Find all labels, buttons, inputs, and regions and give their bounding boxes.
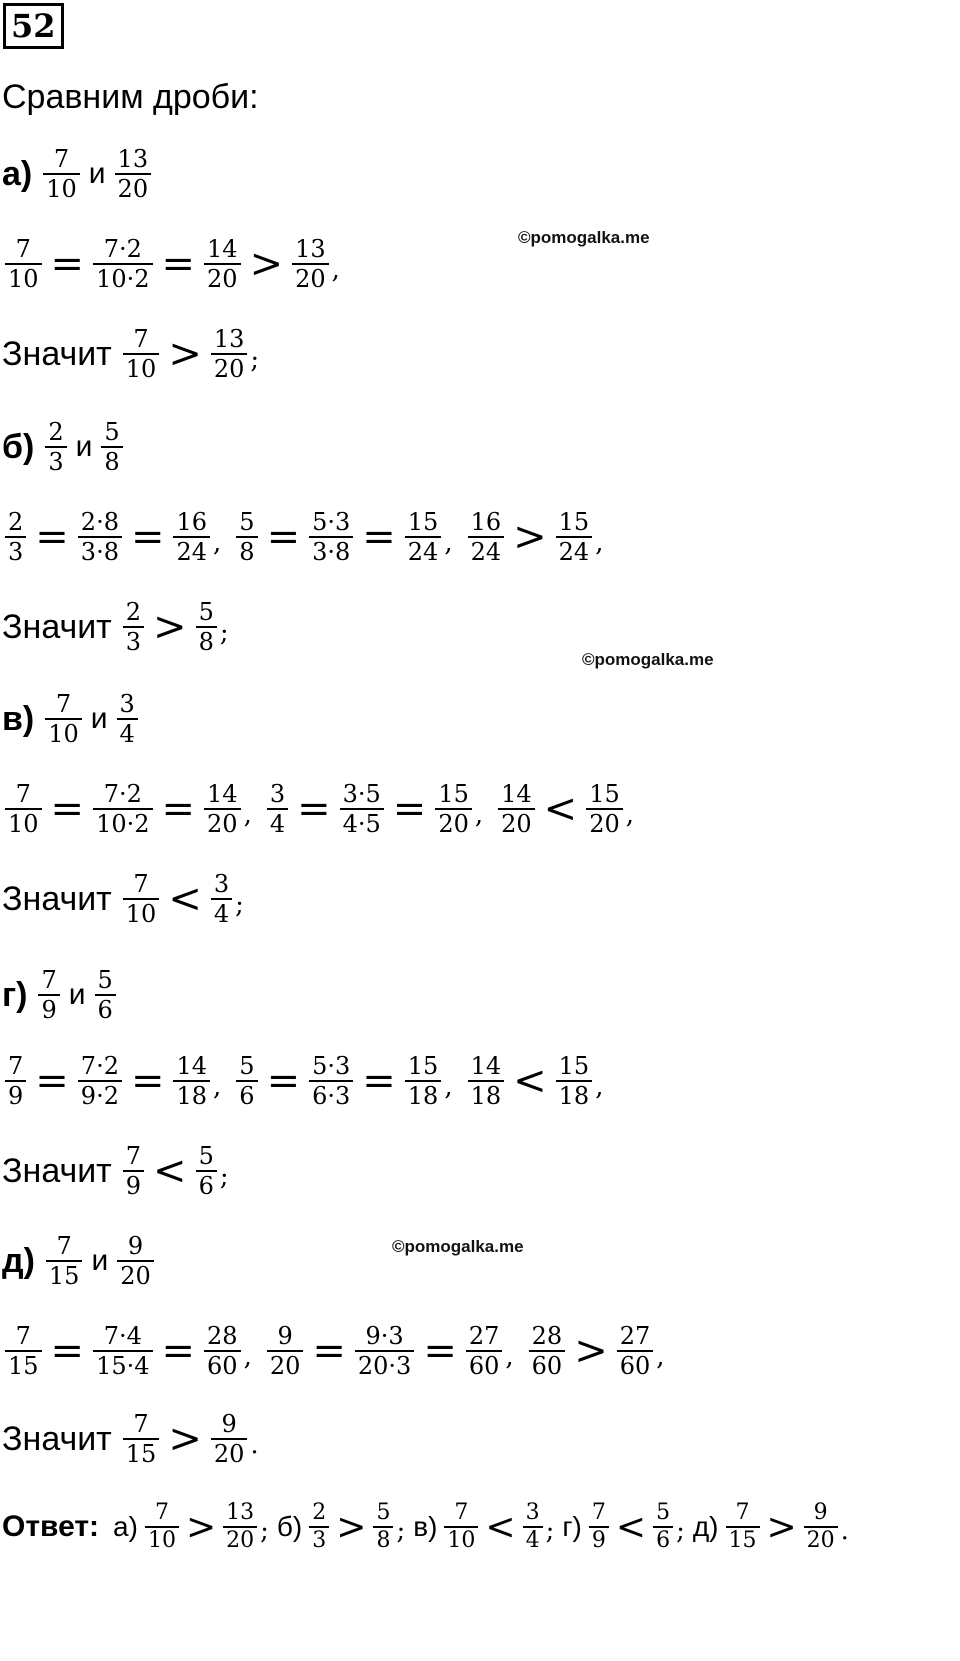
operator: = bbox=[161, 786, 196, 832]
numerator: 13 bbox=[226, 1500, 255, 1525]
numerator: 5 bbox=[97, 966, 113, 994]
fraction bbox=[373, 1500, 393, 1554]
denominator: 18 bbox=[468, 1080, 505, 1110]
conjunction: и bbox=[90, 702, 108, 735]
fraction bbox=[196, 1142, 217, 1200]
numerator: 16 bbox=[470, 508, 502, 536]
numerator: 7 bbox=[53, 145, 70, 173]
operator: > bbox=[513, 514, 547, 560]
fraction bbox=[211, 325, 248, 383]
denominator: 3 bbox=[45, 446, 66, 476]
denominator: 60 bbox=[529, 1350, 566, 1380]
fraction bbox=[309, 508, 353, 566]
operator: > bbox=[168, 331, 202, 377]
operator: < bbox=[485, 1506, 516, 1548]
numerator: 7 bbox=[735, 1500, 750, 1525]
denominator: 20 bbox=[292, 263, 329, 293]
conjunction: и bbox=[88, 157, 106, 190]
numerator: 15 bbox=[407, 1052, 439, 1080]
punctuation: ; bbox=[545, 1516, 555, 1546]
part-label: д) bbox=[2, 1241, 35, 1280]
fraction bbox=[211, 870, 232, 928]
fraction bbox=[804, 1500, 838, 1554]
denominator: 20 bbox=[204, 808, 241, 838]
fraction bbox=[405, 1052, 442, 1110]
fraction bbox=[589, 1500, 609, 1554]
punctuation: ; bbox=[219, 618, 229, 648]
numerator: 14 bbox=[501, 780, 532, 808]
calculation-line bbox=[2, 1322, 677, 1380]
part-label: г) bbox=[2, 975, 28, 1014]
numerator: 7 bbox=[133, 1410, 149, 1438]
numerator: 7 bbox=[591, 1500, 606, 1525]
numerator: 2 bbox=[8, 508, 24, 536]
denominator: 20 bbox=[211, 353, 248, 383]
watermark: ©pomogalka.me bbox=[392, 1237, 524, 1256]
punctuation: . bbox=[840, 1516, 849, 1546]
denominator: 18 bbox=[556, 1080, 593, 1110]
fraction bbox=[435, 780, 472, 838]
punctuation: , bbox=[444, 528, 453, 558]
calculation-line bbox=[2, 780, 646, 838]
numerator: 5 bbox=[198, 598, 214, 626]
numerator: 9 bbox=[221, 1410, 237, 1438]
operator: = bbox=[130, 1058, 165, 1104]
punctuation: ; bbox=[676, 1516, 685, 1546]
fraction bbox=[123, 1142, 144, 1200]
fraction bbox=[93, 780, 152, 838]
numerator: 7 bbox=[15, 780, 31, 808]
numerator: 28 bbox=[207, 1322, 238, 1350]
denominator: 8 bbox=[196, 626, 217, 656]
denominator: 10 bbox=[5, 263, 42, 293]
conclusion-line bbox=[2, 1142, 241, 1200]
denominator: 3 bbox=[309, 1526, 329, 1554]
numerator: 14 bbox=[470, 1052, 502, 1080]
denominator: 10 bbox=[43, 173, 80, 203]
fraction bbox=[123, 325, 160, 383]
fraction bbox=[355, 1322, 414, 1380]
punctuation: , bbox=[625, 800, 634, 830]
denominator: 20 bbox=[204, 263, 241, 293]
conclusion-line bbox=[2, 325, 271, 383]
fraction bbox=[211, 1410, 248, 1468]
fraction bbox=[117, 690, 138, 748]
operator: = bbox=[50, 1328, 85, 1374]
answer-label: Ответ: bbox=[2, 1510, 100, 1543]
numerator: 14 bbox=[176, 1052, 208, 1080]
denominator: 4 bbox=[211, 898, 232, 928]
numerator: 5 bbox=[239, 1052, 255, 1080]
denominator: 10 bbox=[123, 353, 160, 383]
denominator: 15·4 bbox=[93, 1350, 152, 1380]
denominator: 10 bbox=[123, 898, 160, 928]
denominator: 10·2 bbox=[93, 263, 152, 293]
numerator: 5 bbox=[104, 418, 120, 446]
fraction bbox=[444, 1500, 478, 1554]
numerator: 5·3 bbox=[312, 508, 351, 536]
denominator: 3·8 bbox=[78, 536, 122, 566]
operator: > bbox=[185, 1506, 217, 1548]
denominator: 6 bbox=[236, 1080, 257, 1110]
operator: = bbox=[362, 514, 396, 560]
denominator: 20 bbox=[267, 1350, 304, 1380]
punctuation: ; bbox=[219, 1162, 229, 1192]
fraction bbox=[292, 235, 329, 293]
numerator: 27 bbox=[619, 1322, 651, 1350]
part-heading bbox=[2, 418, 126, 476]
denominator: 20 bbox=[586, 808, 623, 838]
numerator: 3·5 bbox=[342, 780, 381, 808]
numerator: 3 bbox=[119, 690, 135, 718]
fraction bbox=[123, 598, 144, 656]
punctuation: , bbox=[243, 800, 252, 830]
fraction bbox=[466, 1322, 503, 1380]
punctuation: , bbox=[595, 1072, 604, 1102]
operator: = bbox=[266, 1058, 301, 1104]
numerator: 2 bbox=[125, 598, 142, 626]
denominator: 9·2 bbox=[78, 1080, 122, 1110]
fraction bbox=[223, 1500, 257, 1554]
part-heading bbox=[2, 1232, 157, 1290]
denominator: 4·5 bbox=[340, 808, 384, 838]
denominator: 20 bbox=[223, 1526, 257, 1554]
denominator: 9 bbox=[38, 994, 59, 1024]
numerator: 7 bbox=[15, 235, 31, 263]
fraction bbox=[93, 1322, 152, 1380]
denominator: 24 bbox=[556, 536, 593, 566]
operator: = bbox=[266, 514, 301, 560]
operator: = bbox=[50, 786, 85, 832]
numerator: 7 bbox=[8, 1052, 24, 1080]
fraction bbox=[236, 508, 257, 566]
therefore-label: Значит bbox=[2, 607, 112, 646]
operator: = bbox=[297, 786, 331, 832]
punctuation: ; bbox=[250, 345, 260, 375]
denominator: 20 bbox=[115, 173, 152, 203]
punctuation: , bbox=[213, 528, 222, 558]
operator: > bbox=[574, 1328, 608, 1374]
fraction bbox=[173, 1052, 210, 1110]
denominator: 15 bbox=[46, 1260, 83, 1290]
denominator: 20 bbox=[117, 1260, 154, 1290]
punctuation: , bbox=[656, 1342, 665, 1372]
fraction bbox=[309, 1052, 353, 1110]
intro-label: Сравним дроби: bbox=[2, 78, 259, 116]
numerator: 3 bbox=[269, 780, 286, 808]
operator: = bbox=[423, 1328, 457, 1374]
denominator: 6 bbox=[196, 1170, 217, 1200]
fraction bbox=[204, 1322, 241, 1380]
denominator: 4 bbox=[117, 718, 138, 748]
operator: = bbox=[35, 514, 69, 560]
numerator: 5 bbox=[239, 508, 255, 536]
conclusion-line bbox=[2, 870, 256, 928]
fraction bbox=[38, 966, 59, 1024]
fraction bbox=[117, 1232, 154, 1290]
part-heading bbox=[2, 690, 141, 748]
numerator: 15 bbox=[438, 780, 469, 808]
punctuation: , bbox=[444, 1072, 453, 1102]
punctuation: , bbox=[595, 528, 604, 558]
numerator: 5 bbox=[656, 1500, 671, 1525]
denominator: 24 bbox=[173, 536, 210, 566]
fraction bbox=[173, 508, 210, 566]
fraction bbox=[586, 780, 623, 838]
numerator: 14 bbox=[207, 780, 238, 808]
numerator: 13 bbox=[213, 325, 245, 353]
fraction bbox=[45, 418, 66, 476]
denominator: 15 bbox=[726, 1526, 760, 1554]
denominator: 15 bbox=[5, 1350, 42, 1380]
conjunction: и bbox=[75, 430, 93, 463]
fraction bbox=[5, 508, 26, 566]
operator: < bbox=[615, 1506, 647, 1548]
therefore-label: Значит bbox=[2, 1419, 112, 1458]
punctuation: . bbox=[250, 1430, 259, 1460]
denominator: 10·2 bbox=[93, 808, 152, 838]
numerator: 7 bbox=[125, 1142, 142, 1170]
part-label: а) bbox=[2, 154, 33, 193]
fraction bbox=[236, 1052, 257, 1110]
operator: = bbox=[161, 1328, 196, 1374]
denominator: 6 bbox=[653, 1526, 673, 1554]
numerator: 16 bbox=[176, 508, 208, 536]
fraction bbox=[5, 1322, 42, 1380]
numerator: 7 bbox=[454, 1500, 469, 1525]
operator: > bbox=[153, 604, 187, 650]
numerator: 7 bbox=[154, 1500, 169, 1525]
denominator: 9 bbox=[5, 1080, 26, 1110]
denominator: 8 bbox=[236, 536, 257, 566]
fraction bbox=[46, 1232, 83, 1290]
numerator: 7·2 bbox=[103, 235, 142, 263]
numerator: 5 bbox=[376, 1500, 391, 1525]
denominator: 4 bbox=[267, 808, 288, 838]
fraction bbox=[101, 418, 122, 476]
fraction bbox=[5, 235, 42, 293]
fraction bbox=[405, 508, 442, 566]
denominator: 60 bbox=[466, 1350, 503, 1380]
denominator: 6 bbox=[95, 994, 116, 1024]
punctuation: , bbox=[243, 1342, 252, 1372]
denominator: 20 bbox=[804, 1526, 838, 1554]
numerator: 15 bbox=[407, 508, 439, 536]
part-label: в) bbox=[2, 699, 35, 738]
intro-text bbox=[2, 78, 267, 117]
calculation-line bbox=[2, 235, 352, 293]
numerator: 7 bbox=[15, 1322, 31, 1350]
answer-item-label: в) bbox=[413, 1511, 438, 1542]
fraction bbox=[498, 780, 535, 838]
conjunction: и bbox=[91, 1244, 109, 1277]
answer-item-label: б) bbox=[276, 1511, 303, 1542]
denominator: 3 bbox=[123, 626, 144, 656]
fraction bbox=[5, 780, 42, 838]
watermark: ©pomogalka.me bbox=[518, 228, 650, 247]
numerator: 15 bbox=[558, 508, 590, 536]
fraction bbox=[78, 1052, 122, 1110]
fraction bbox=[523, 1500, 543, 1554]
operator: = bbox=[161, 241, 196, 287]
fraction bbox=[145, 1500, 179, 1554]
punctuation: ; bbox=[260, 1516, 269, 1546]
operator: < bbox=[543, 786, 578, 832]
operator: = bbox=[130, 514, 165, 560]
denominator: 8 bbox=[373, 1526, 393, 1554]
fraction bbox=[340, 780, 384, 838]
watermark: ©pomogalka.me bbox=[582, 650, 714, 669]
denominator: 24 bbox=[468, 536, 505, 566]
denominator: 8 bbox=[101, 446, 122, 476]
calculation-line bbox=[2, 508, 615, 566]
numerator: 13 bbox=[117, 145, 149, 173]
denominator: 4 bbox=[523, 1526, 543, 1554]
fraction bbox=[726, 1500, 760, 1554]
operator: > bbox=[168, 1416, 202, 1462]
numerator: 28 bbox=[531, 1322, 563, 1350]
task-number: 52 bbox=[3, 3, 64, 49]
denominator: 20·3 bbox=[355, 1350, 414, 1380]
punctuation: , bbox=[213, 1072, 222, 1102]
fraction bbox=[468, 508, 505, 566]
operator: = bbox=[362, 1058, 396, 1104]
operator: = bbox=[392, 786, 427, 832]
operator: > bbox=[249, 241, 284, 287]
denominator: 60 bbox=[204, 1350, 241, 1380]
fraction bbox=[617, 1322, 654, 1380]
operator: < bbox=[153, 1148, 187, 1194]
denominator: 10 bbox=[5, 808, 42, 838]
fraction bbox=[529, 1322, 566, 1380]
denominator: 60 bbox=[617, 1350, 654, 1380]
numerator: 9 bbox=[127, 1232, 144, 1260]
numerator: 3 bbox=[525, 1500, 540, 1525]
fraction bbox=[45, 690, 82, 748]
calculation-line bbox=[2, 1052, 615, 1110]
numerator: 2 bbox=[312, 1500, 327, 1525]
operator: > bbox=[336, 1506, 367, 1548]
numerator: 7 bbox=[55, 690, 72, 718]
denominator: 20 bbox=[435, 808, 472, 838]
denominator: 20 bbox=[211, 1438, 248, 1468]
denominator: 3 bbox=[5, 536, 26, 566]
part-heading bbox=[2, 966, 119, 1024]
numerator: 7 bbox=[56, 1232, 72, 1260]
punctuation: , bbox=[331, 255, 340, 285]
fraction bbox=[196, 598, 217, 656]
conclusion-line bbox=[2, 1410, 271, 1468]
answer-item-label: а) bbox=[113, 1511, 138, 1542]
denominator: 10 bbox=[444, 1526, 478, 1554]
numerator: 5·3 bbox=[312, 1052, 351, 1080]
numerator: 2·8 bbox=[80, 508, 119, 536]
fraction bbox=[309, 1500, 329, 1554]
numerator: 7 bbox=[133, 325, 149, 353]
fraction bbox=[93, 235, 152, 293]
fraction bbox=[556, 508, 593, 566]
denominator: 9 bbox=[123, 1170, 144, 1200]
answer-line bbox=[2, 1500, 851, 1554]
part-heading bbox=[2, 145, 154, 203]
numerator: 9 bbox=[277, 1322, 293, 1350]
numerator: 7·2 bbox=[103, 780, 142, 808]
denominator: 10 bbox=[145, 1526, 179, 1554]
numerator: 15 bbox=[589, 780, 620, 808]
operator: = bbox=[312, 1328, 346, 1374]
numerator: 27 bbox=[468, 1322, 500, 1350]
fraction bbox=[123, 1410, 160, 1468]
punctuation: , bbox=[474, 800, 484, 830]
fraction bbox=[468, 1052, 505, 1110]
operator: = bbox=[35, 1058, 69, 1104]
part-label: б) bbox=[2, 427, 35, 466]
numerator: 7·2 bbox=[80, 1052, 119, 1080]
fraction bbox=[123, 870, 160, 928]
numerator: 15 bbox=[558, 1052, 590, 1080]
operator: = bbox=[50, 241, 85, 287]
denominator: 3·8 bbox=[309, 536, 353, 566]
numerator: 7 bbox=[133, 870, 149, 898]
numerator: 3 bbox=[213, 870, 230, 898]
therefore-label: Значит bbox=[2, 879, 112, 918]
denominator: 18 bbox=[173, 1080, 210, 1110]
operator: > bbox=[766, 1506, 797, 1548]
fraction bbox=[95, 966, 116, 1024]
fraction bbox=[653, 1500, 673, 1554]
numerator: 2 bbox=[48, 418, 64, 446]
numerator: 9 bbox=[813, 1500, 828, 1525]
numerator: 13 bbox=[295, 235, 326, 263]
numerator: 7·4 bbox=[103, 1322, 142, 1350]
answer-item-label: г) bbox=[562, 1511, 582, 1542]
operator: < bbox=[513, 1058, 547, 1104]
answer-item-label: д) bbox=[692, 1511, 719, 1542]
fraction bbox=[5, 1052, 26, 1110]
conjunction: и bbox=[68, 978, 86, 1011]
therefore-label: Значит bbox=[2, 1151, 112, 1190]
numerator: 5 bbox=[198, 1142, 214, 1170]
fraction bbox=[267, 780, 288, 838]
fraction bbox=[204, 235, 241, 293]
numerator: 14 bbox=[207, 235, 238, 263]
therefore-label: Значит bbox=[2, 334, 112, 373]
punctuation: , bbox=[505, 1342, 514, 1372]
denominator: 15 bbox=[123, 1438, 160, 1468]
denominator: 18 bbox=[405, 1080, 442, 1110]
denominator: 6·3 bbox=[309, 1080, 353, 1110]
fraction bbox=[267, 1322, 304, 1380]
operator: < bbox=[168, 876, 202, 922]
fraction bbox=[43, 145, 80, 203]
denominator: 9 bbox=[589, 1526, 609, 1554]
punctuation: ; bbox=[235, 890, 244, 920]
denominator: 20 bbox=[498, 808, 535, 838]
fraction bbox=[204, 780, 241, 838]
fraction bbox=[115, 145, 152, 203]
denominator: 10 bbox=[45, 718, 82, 748]
numerator: 7 bbox=[41, 966, 57, 994]
fraction bbox=[556, 1052, 593, 1110]
numerator: 9·3 bbox=[365, 1322, 404, 1350]
fraction bbox=[78, 508, 122, 566]
denominator: 24 bbox=[405, 536, 442, 566]
punctuation: ; bbox=[396, 1516, 406, 1546]
conclusion-line bbox=[2, 598, 241, 656]
